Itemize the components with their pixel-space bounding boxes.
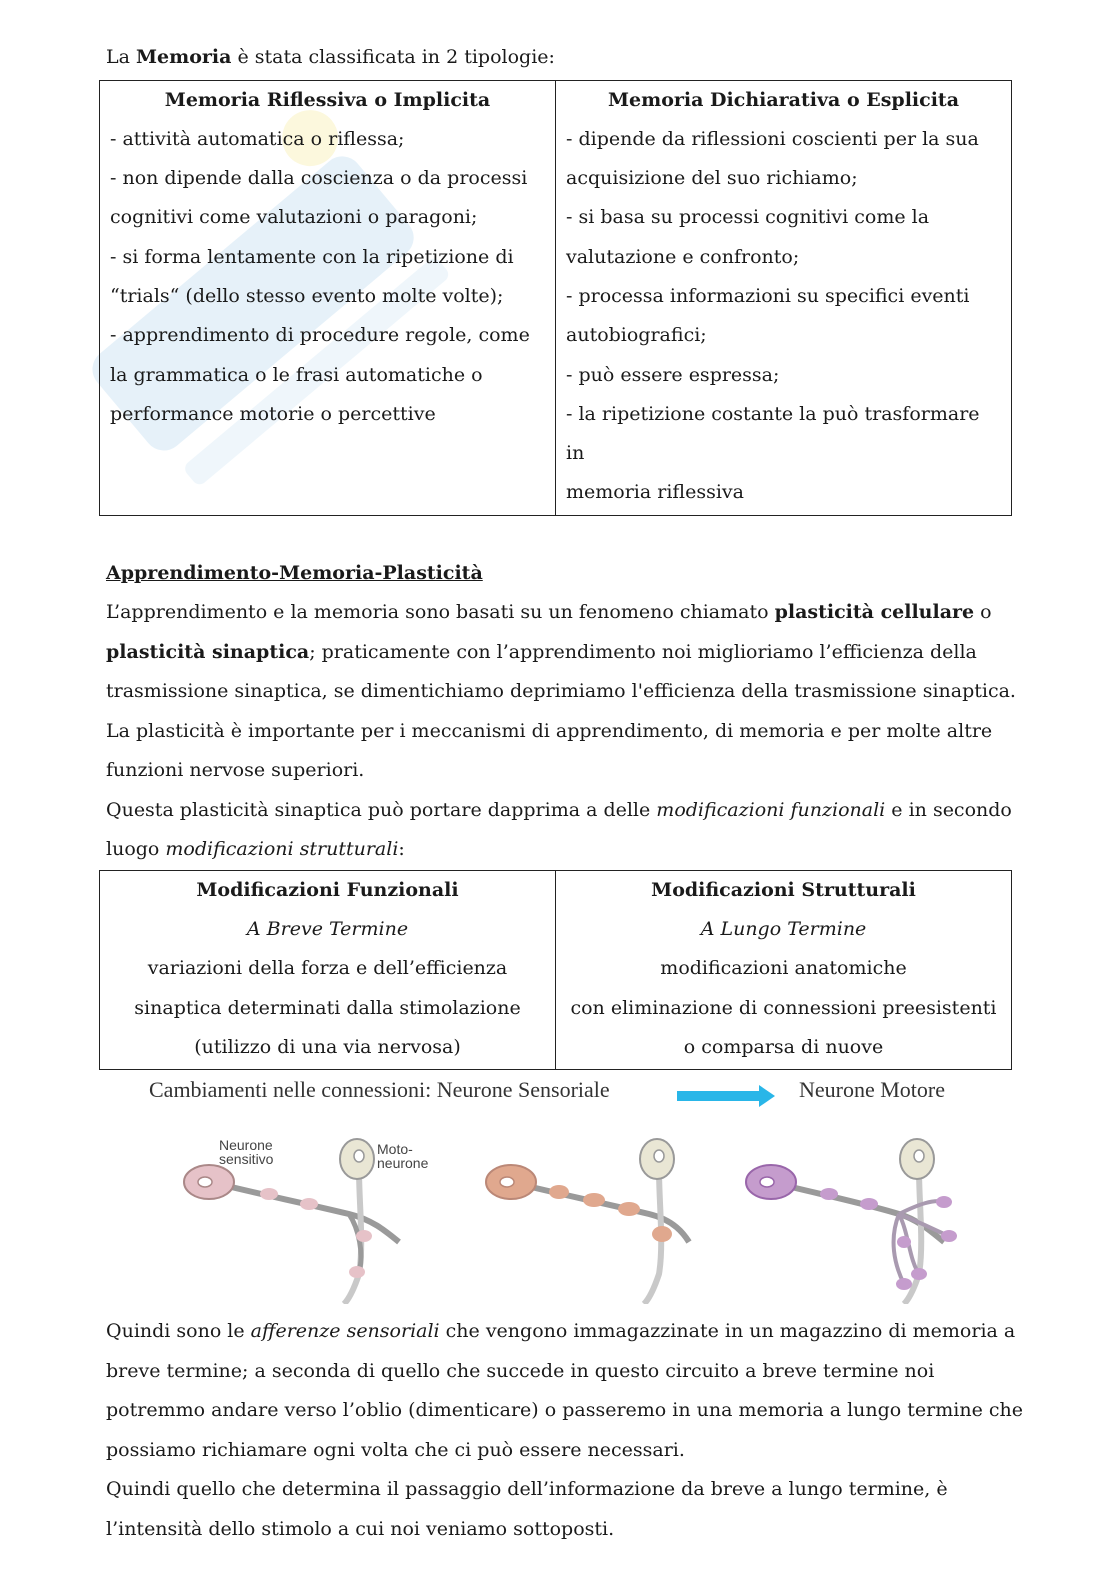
- implicit-line: - si forma lentamente con la ripetizione di: [110, 245, 514, 268]
- functional-mod-cell: [100, 870, 556, 1069]
- paragraph-afferents: Quindi sono le afferenze sensoriali che vengono immagazzinate in un magazzino di memoria a breve termine; a seconda di quello che succede in questo circuito a breve termine noi potremmo andare verso l’oblio (dimenticare) o passeremo in una memoria a lungo termine che possiamo richiamare ogni volta che ci può essere necessari.: [106, 1320, 1023, 1461]
- structural-mod-subtitle: A Lungo Termine: [700, 918, 867, 941]
- explicit-line: - processa informazioni su specifici eventi: [566, 284, 970, 307]
- structural-mod-cell: [556, 870, 1012, 1069]
- implicit-line: - non dipende dalla coscienza o da processi: [110, 167, 528, 190]
- explicit-line: memoria riflessiva: [566, 481, 744, 504]
- structural-line: modificazioni anatomiche: [660, 957, 907, 980]
- implicit-line: “trials“ (dello stesso evento molte volte);: [110, 284, 504, 307]
- motor-neuron-label: Moto-: [377, 1141, 413, 1158]
- explicit-line: valutazione e confronto;: [566, 245, 800, 268]
- explicit-line: - la ripetizione costante la può trasformare in: [566, 402, 980, 465]
- implicit-line: - apprendimento di procedure regole, come: [110, 324, 530, 347]
- caption-left: Cambiamenti nelle connessioni: Neurone Sensoriale: [149, 1077, 610, 1103]
- functional-mod-subtitle: A Breve Termine: [246, 918, 409, 941]
- implicit-line: la grammatica o le frasi automatiche o: [110, 363, 483, 386]
- explicit-memory-cell: [556, 80, 1012, 515]
- functional-mod-title: Modificazioni Funzionali: [196, 878, 459, 901]
- document-content: [106, 38, 1026, 1549]
- implicit-memory-cell: [100, 80, 556, 515]
- neuron-panel-3: [746, 1139, 957, 1304]
- neuron-connections-figure: [99, 1072, 1012, 1312]
- implicit-memory-title: Memoria Riflessiva o Implicita: [164, 88, 491, 111]
- implicit-line: cognitivi come valutazioni o paragoni;: [110, 206, 478, 229]
- neuron-diagrams: [159, 1124, 959, 1304]
- functional-line: variazioni della forza e dell’efficienza: [147, 957, 508, 980]
- structural-line: con eliminazione di connessioni preesistenti: [570, 996, 997, 1019]
- implicit-line: - attività automatica o riflessa;: [110, 127, 405, 150]
- structural-mod-title: Modificazioni Strutturali: [651, 878, 916, 901]
- svg-text:sensitivo: sensitivo: [219, 1151, 274, 1168]
- neuron-panel-1: [184, 1137, 429, 1304]
- explicit-line: autobiografici;: [566, 324, 707, 347]
- functional-line: sinaptica determinati dalla stimolazione: [134, 996, 521, 1019]
- memory-types-table: [99, 80, 1012, 516]
- section-title: Apprendimento-Memoria-Plasticità: [106, 561, 483, 584]
- structural-line: o comparsa di nuove: [683, 1035, 884, 1058]
- caption-right: Neurone Motore: [799, 1077, 946, 1103]
- neuron-panel-2: [486, 1139, 689, 1304]
- explicit-line: acquisizione del suo richiamo;: [566, 167, 858, 190]
- paragraph-importance: La plasticità è importante per i meccanismi di apprendimento, di memoria e per molte altre funzioni nervose superiori.: [106, 719, 993, 782]
- modifications-table: [99, 870, 1012, 1070]
- explicit-line: - dipende da riflessioni coscienti per la sua: [566, 127, 979, 150]
- svg-text:neurone: neurone: [377, 1155, 429, 1172]
- implicit-line: performance motorie o percettive: [110, 402, 436, 425]
- intro-bold-term: Memoria: [135, 46, 232, 68]
- paragraph-plasticity: L’apprendimento e la memoria sono basati su un fenomeno chiamato plasticità cellulare o plasticità sinaptica; praticamente con l’apprendimento noi miglioriamo l’efficienza della trasmissione sinaptica, se dimentichiamo deprimiamo l'efficienza della trasmissione sinaptica.: [106, 601, 1016, 703]
- functional-line: (utilizzo di una via nervosa): [194, 1035, 461, 1058]
- explicit-memory-title: Memoria Dichiarativa o Esplicita: [608, 88, 959, 111]
- right-arrow-icon: [677, 1085, 777, 1107]
- intro-line: La Memoria è stata classificata in 2 tipologie:: [106, 46, 555, 68]
- paragraph-modifications: Questa plasticità sinaptica può portare dapprima a delle modificazioni funzionali e in secondo luogo modificazioni strutturali:: [106, 798, 1012, 861]
- explicit-line: - si basa su processi cognitivi come la: [566, 206, 930, 229]
- sensory-neuron-label: Neurone: [219, 1137, 273, 1154]
- explicit-line: - può essere espressa;: [566, 363, 780, 386]
- paragraph-conclusion: Quindi quello che determina il passaggio dell’informazione da breve a lungo termine, è l’intensità dello stimolo a cui noi veniamo sottoposti.: [106, 1478, 948, 1540]
